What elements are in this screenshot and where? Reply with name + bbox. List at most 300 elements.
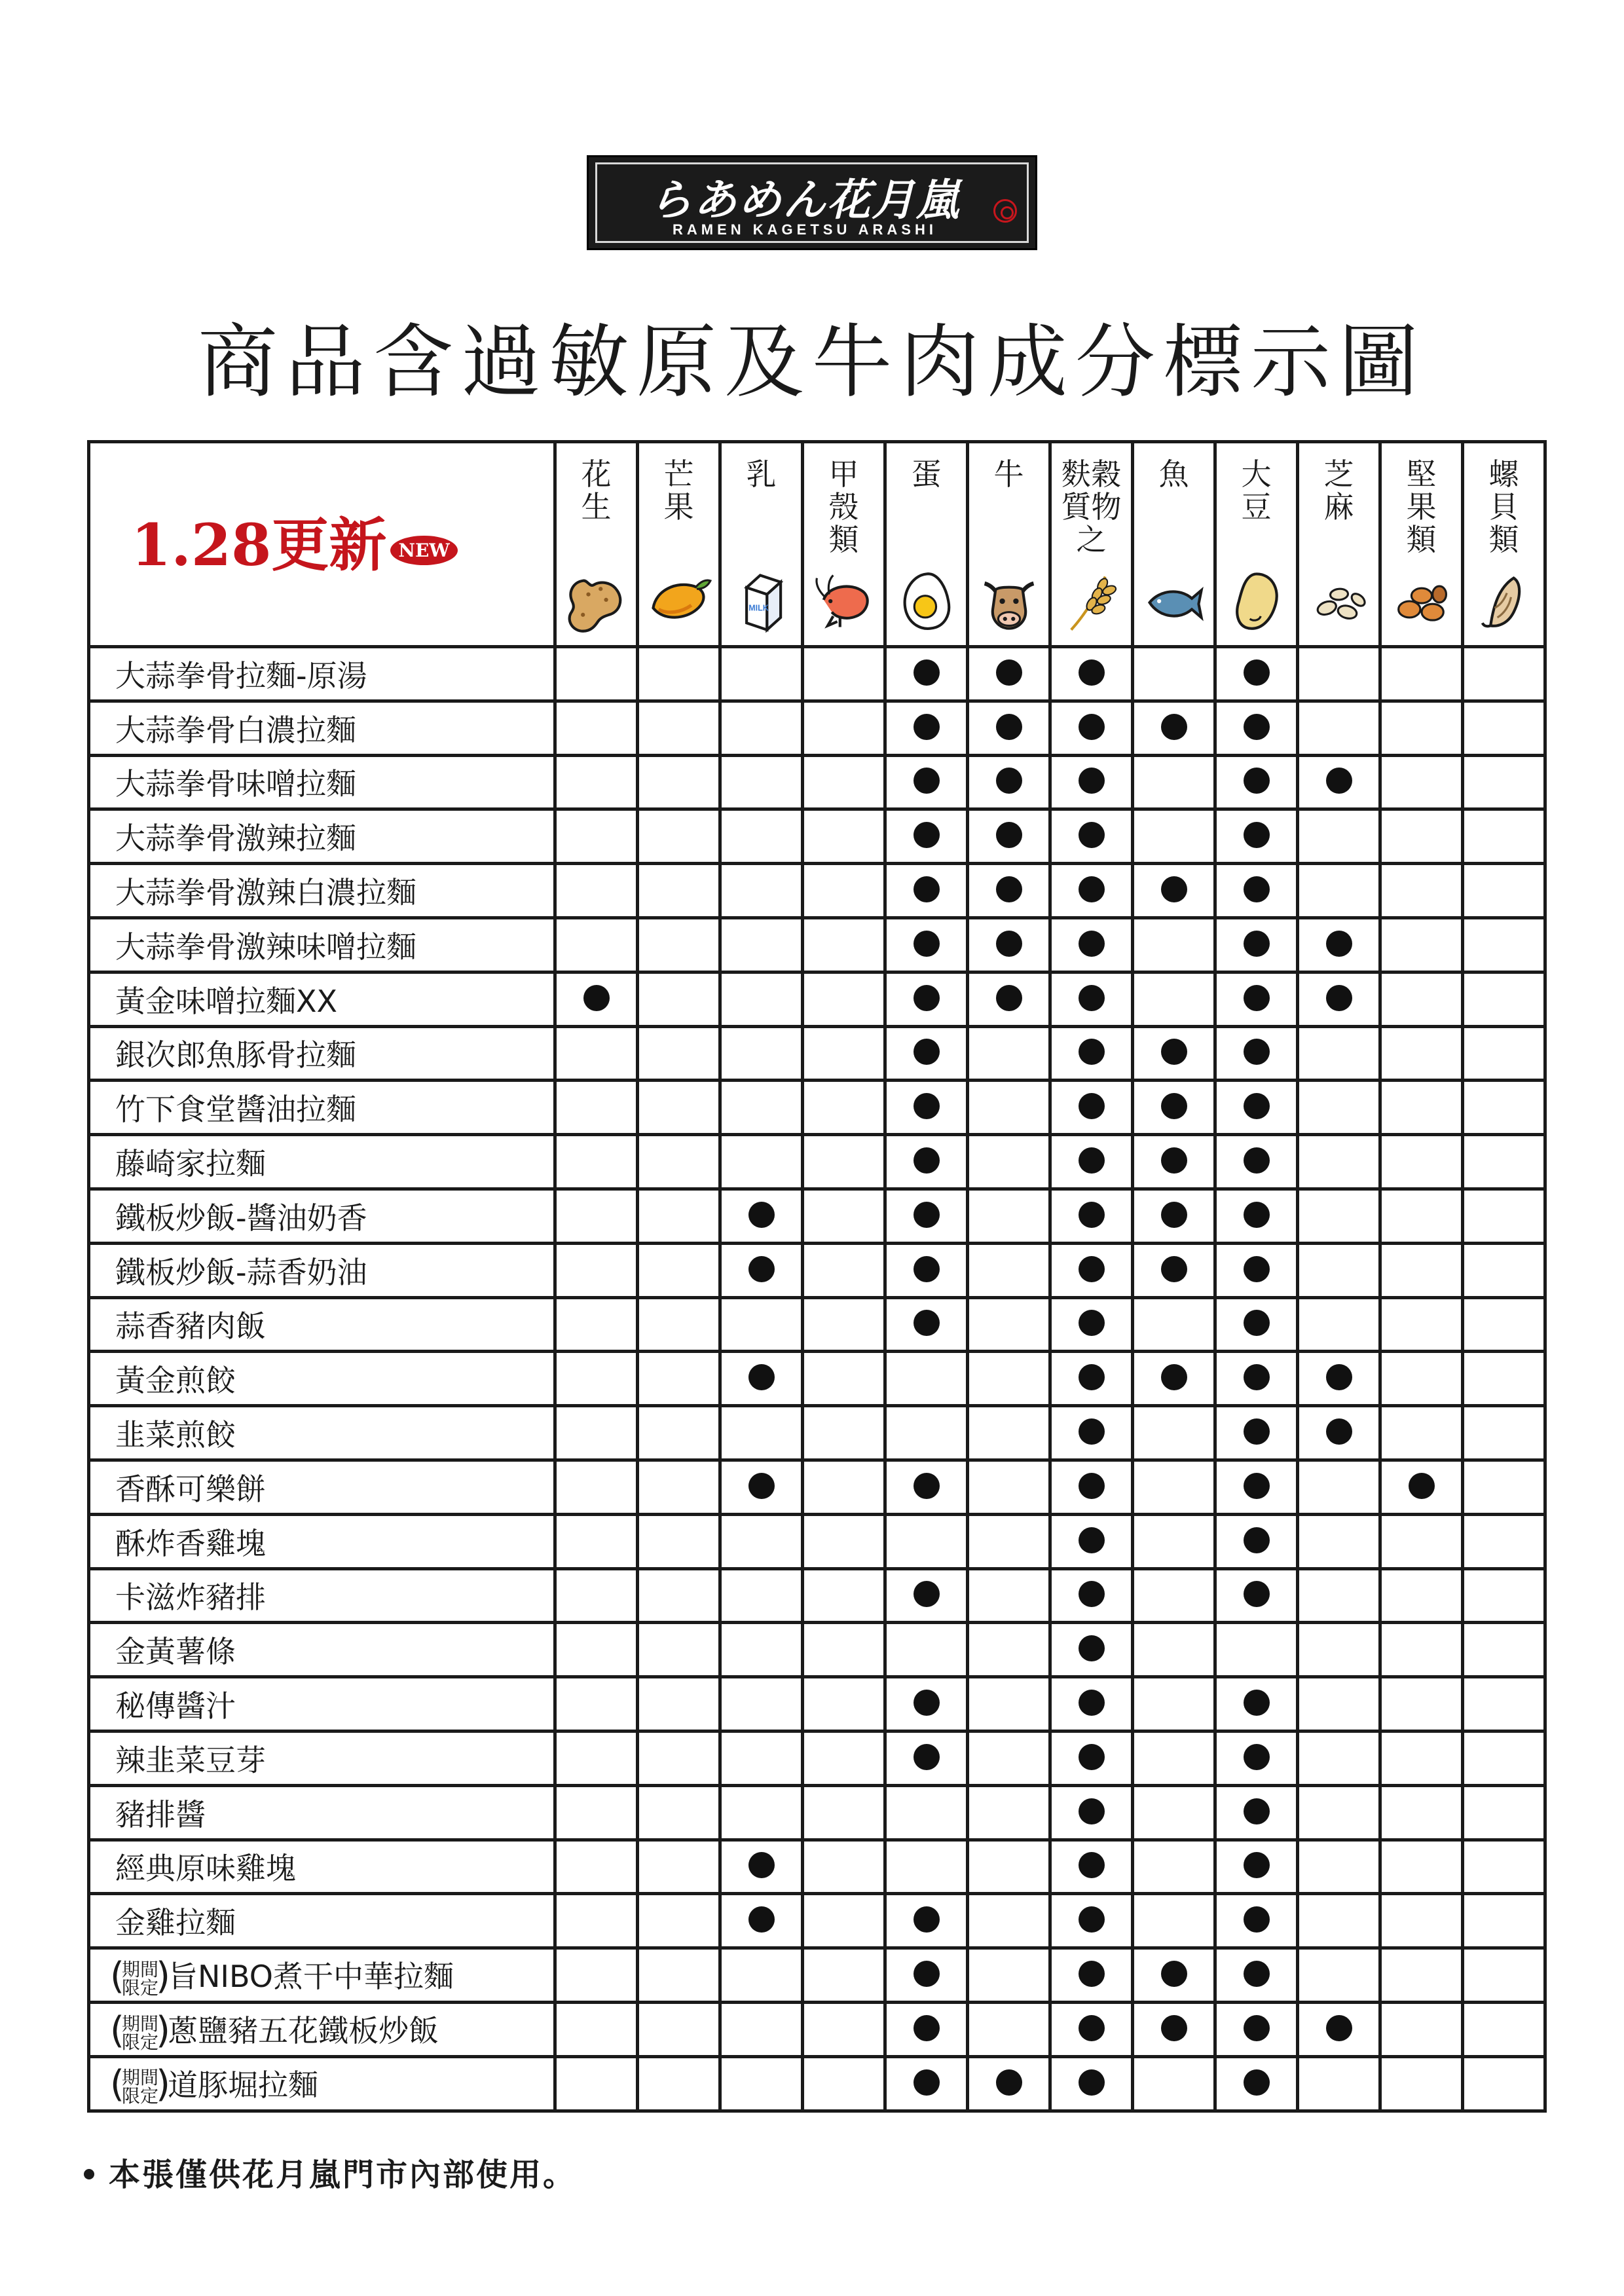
mark-cell: [720, 1677, 803, 1731]
contains-dot-icon: [1161, 1202, 1187, 1228]
allergen-name-line: 麻: [1323, 489, 1354, 525]
contains-dot-icon: [913, 1202, 940, 1228]
mark-cell: [1380, 1243, 1463, 1297]
contains-dot-icon: [1326, 1364, 1352, 1390]
mark-cell: [803, 1948, 885, 2003]
mark-cell: [638, 647, 720, 701]
contains-dot-icon: [1079, 659, 1105, 686]
table-row: [89, 864, 1545, 918]
mark-cell: [720, 1352, 803, 1406]
mark-cell: [638, 1135, 720, 1189]
allergen-name-line: 豆: [1241, 489, 1272, 525]
mark-cell: [720, 701, 803, 755]
mark-cell: [720, 1081, 803, 1135]
mark-cell: [1050, 1135, 1133, 1189]
mark-cell: [885, 1189, 968, 1243]
mark-cell: [803, 2002, 885, 2056]
mark-cell: [720, 1840, 803, 1894]
mark-cell: [1133, 1243, 1215, 1297]
contains-dot-icon: [1244, 1690, 1270, 1716]
mark-cell: [555, 809, 638, 864]
mark-cell: [1215, 809, 1298, 864]
mark-cell: [968, 1406, 1050, 1460]
mark-cell: [720, 972, 803, 1026]
mark-cell: [720, 1189, 803, 1243]
table-row: [89, 1677, 1545, 1731]
contains-dot-icon: [1161, 1364, 1187, 1390]
update-label: [90, 500, 458, 582]
mark-cell: [638, 864, 720, 918]
mark-cell: [1133, 1514, 1215, 1568]
item-name: 經典原味雞塊: [115, 1851, 296, 1887]
contains-dot-icon: [913, 1961, 940, 1987]
contains-dot-icon: [748, 1364, 775, 1390]
allergen-name-line: 類: [828, 522, 859, 557]
mark-cell: [885, 1243, 968, 1297]
mark-cell: [1133, 2002, 1215, 2056]
mark-cell: [1298, 1894, 1380, 1948]
mark-cell: [803, 2056, 885, 2111]
allergen-name: [1299, 443, 1378, 523]
mark-cell: [1215, 701, 1298, 755]
item-name-cell: [89, 1135, 555, 1189]
mark-cell: [720, 1948, 803, 2003]
mark-cell: [1133, 2056, 1215, 2111]
mark-cell: [555, 1081, 638, 1135]
mark-cell: [1215, 1352, 1298, 1406]
contains-dot-icon: [1244, 985, 1270, 1011]
allergen-header-cow: [968, 442, 1050, 647]
mark-cell: [1298, 1568, 1380, 1623]
mark-cell: [803, 1352, 885, 1406]
mark-cell: [968, 1948, 1050, 2003]
mark-cell: [968, 1840, 1050, 1894]
mark-cell: [638, 1352, 720, 1406]
allergen-name-line: 類: [1406, 522, 1437, 557]
mark-cell: [1050, 972, 1133, 1026]
mark-cell: [1133, 1460, 1215, 1514]
mark-cell: [1215, 1081, 1298, 1135]
table-row: [89, 1243, 1545, 1297]
mark-cell: [720, 647, 803, 701]
item-name: 卡滋炸豬排: [115, 1580, 266, 1616]
contains-dot-icon: [1244, 876, 1270, 902]
contains-dot-icon: [913, 1093, 940, 1119]
mark-cell: [968, 1026, 1050, 1081]
table-row: [89, 701, 1545, 755]
item-name: 大蒜拳骨味噌拉麵: [115, 766, 356, 802]
mark-cell: [1215, 917, 1298, 972]
mark-cell: [638, 1948, 720, 2003]
mark-cell: [1298, 647, 1380, 701]
table-row: [89, 1840, 1545, 1894]
mark-cell: [1050, 1406, 1133, 1460]
contains-dot-icon: [1079, 1852, 1105, 1878]
mark-cell: [1298, 864, 1380, 918]
mark-cell: [555, 755, 638, 809]
mark-cell: [1298, 1677, 1380, 1731]
mark-cell: [1380, 2002, 1463, 2056]
item-name: 道豚堀拉麵: [168, 2067, 319, 2103]
mark-cell: [720, 2002, 803, 2056]
mark-cell: [1463, 647, 1545, 701]
logo-seal-icon: [993, 199, 1017, 223]
mark-cell: [1050, 1948, 1133, 2003]
mark-cell: [1133, 1568, 1215, 1623]
mark-cell: [1463, 1460, 1545, 1514]
mark-cell: [1215, 1297, 1298, 1352]
allergen-name: [1134, 443, 1213, 491]
contains-dot-icon: [1079, 1473, 1105, 1499]
contains-dot-icon: [1079, 714, 1105, 740]
mark-cell: [1380, 1623, 1463, 1677]
contains-dot-icon: [1079, 1690, 1105, 1716]
mark-cell: [555, 1352, 638, 1406]
mark-cell: [720, 1243, 803, 1297]
allergen-name-line: 螺: [1488, 456, 1519, 492]
table-row: [89, 755, 1545, 809]
mark-cell: [1380, 1189, 1463, 1243]
mark-cell: [1215, 1189, 1298, 1243]
mark-cell: [1215, 1731, 1298, 1785]
mark-cell: [1050, 1514, 1133, 1568]
mark-cell: [968, 1623, 1050, 1677]
mark-cell: [638, 917, 720, 972]
mark-cell: [968, 1135, 1050, 1189]
mark-cell: [1050, 1840, 1133, 1894]
mark-cell: [720, 1297, 803, 1352]
mark-cell: [1215, 1623, 1298, 1677]
mark-cell: [638, 701, 720, 755]
item-name-cell: [89, 1894, 555, 1948]
item-name: 大蒜拳骨白濃拉麵: [115, 712, 356, 748]
contains-dot-icon: [748, 1202, 775, 1228]
item-name: 大蒜拳骨激辣拉麵: [115, 821, 356, 857]
allergen-header-soybean: [1215, 442, 1298, 647]
mark-cell: [720, 1406, 803, 1460]
mark-cell: [1133, 1894, 1215, 1948]
contains-dot-icon: [1244, 2015, 1270, 2041]
mark-cell: [555, 1623, 638, 1677]
allergen-name-line: 芝: [1323, 456, 1354, 492]
mark-cell: [1380, 809, 1463, 864]
contains-dot-icon: [1079, 1147, 1105, 1174]
svg-text:MILK: MILK: [748, 603, 769, 613]
mark-cell: [1463, 1297, 1545, 1352]
contains-dot-icon: [1326, 768, 1352, 794]
mark-cell: [885, 701, 968, 755]
contains-dot-icon: [1244, 1310, 1270, 1336]
item-name: 黃金味噌拉麵XX: [115, 983, 338, 1019]
contains-dot-icon: [913, 1039, 940, 1065]
contains-dot-icon: [1161, 1961, 1187, 1987]
contains-dot-icon: [1079, 1202, 1105, 1228]
contains-dot-icon: [1079, 768, 1105, 794]
mark-cell: [1215, 1948, 1298, 2003]
contains-dot-icon: [1079, 1581, 1105, 1607]
item-name-cell: [89, 1297, 555, 1352]
item-name: 蒜香豬肉飯: [115, 1308, 266, 1344]
mark-cell: [1380, 1514, 1463, 1568]
allergen-header-fish: [1133, 442, 1215, 647]
shell-icon: [1464, 565, 1543, 637]
mark-cell: [968, 647, 1050, 701]
mark-cell: [1133, 1406, 1215, 1460]
mark-cell: [1215, 1243, 1298, 1297]
mark-cell: [968, 755, 1050, 809]
contains-dot-icon: [1244, 1798, 1270, 1824]
allergen-name: [722, 443, 801, 491]
mark-cell: [555, 1840, 638, 1894]
allergen-header-wheat: [1050, 442, 1133, 647]
mark-cell: [1215, 1460, 1298, 1514]
item-name-cell: [89, 1785, 555, 1840]
mark-cell: [1380, 864, 1463, 918]
table-row: [89, 1460, 1545, 1514]
table-row: [89, 1026, 1545, 1081]
allergen-name: [969, 443, 1048, 491]
mark-cell: [968, 1677, 1050, 1731]
mark-cell: [555, 1785, 638, 1840]
mark-cell: [1380, 1785, 1463, 1840]
mark-cell: [1133, 1135, 1215, 1189]
mark-cell: [803, 1731, 885, 1785]
mark-cell: [1380, 1460, 1463, 1514]
allergen-name-line: 魚: [1158, 456, 1189, 492]
allergen-name-line: 質物: [1061, 489, 1122, 525]
allergen-header-shrimp: [803, 442, 885, 647]
contains-dot-icon: [748, 1256, 775, 1282]
mark-cell: [803, 972, 885, 1026]
mark-cell: [1298, 1840, 1380, 1894]
allergen-name-line: 果: [1406, 489, 1437, 525]
mark-cell: [1215, 864, 1298, 918]
mark-cell: [1463, 2002, 1545, 2056]
contains-dot-icon: [1079, 1364, 1105, 1390]
item-name-cell: [89, 917, 555, 972]
mark-cell: [638, 1460, 720, 1514]
mark-cell: [1298, 972, 1380, 1026]
mark-cell: [885, 1514, 968, 1568]
mark-cell: [1298, 1948, 1380, 2003]
mark-cell: [638, 755, 720, 809]
logo-english-text: RAMEN KAGETSU ARASHI: [673, 221, 937, 238]
mark-cell: [1298, 1297, 1380, 1352]
mark-cell: [885, 1460, 968, 1514]
mark-cell: [1133, 1948, 1215, 2003]
contains-dot-icon: [748, 1906, 775, 1933]
mark-cell: [968, 1352, 1050, 1406]
contains-dot-icon: [1244, 1906, 1270, 1933]
mark-cell: [1050, 2056, 1133, 2111]
mark-cell: [968, 701, 1050, 755]
mark-cell: [1298, 1135, 1380, 1189]
mark-cell: [720, 755, 803, 809]
item-name: 大蒜拳骨拉麵-原湯: [115, 657, 367, 694]
contains-dot-icon: [1161, 714, 1187, 740]
table-row: [89, 1135, 1545, 1189]
item-name: 金黃薯條: [115, 1634, 236, 1670]
mark-cell: [803, 809, 885, 864]
mark-cell: [1050, 1785, 1133, 1840]
allergen-name-line: 芒: [663, 456, 694, 492]
mark-cell: [1050, 701, 1133, 755]
contains-dot-icon: [913, 931, 940, 957]
contains-dot-icon: [1079, 1256, 1105, 1282]
mark-cell: [1298, 1785, 1380, 1840]
mark-cell: [1050, 1352, 1133, 1406]
mark-cell: [1463, 1785, 1545, 1840]
mark-cell: [1463, 1406, 1545, 1460]
mark-cell: [1463, 1514, 1545, 1568]
mark-cell: [1215, 647, 1298, 701]
allergen-name-line: 果: [663, 489, 694, 525]
mark-cell: [1050, 1297, 1133, 1352]
item-name-cell: [89, 1731, 555, 1785]
contains-dot-icon: [1244, 1527, 1270, 1553]
item-name: 豬排醬: [115, 1796, 206, 1832]
limited-time-tag: [115, 2069, 165, 2105]
mark-cell: [1463, 864, 1545, 918]
mark-cell: [1298, 1406, 1380, 1460]
table-row: [89, 1623, 1545, 1677]
allergen-name: [639, 443, 718, 523]
mark-cell: [885, 1731, 968, 1785]
mark-cell: [1050, 2002, 1133, 2056]
mark-cell: [555, 972, 638, 1026]
mark-cell: [638, 1514, 720, 1568]
mark-cell: [1133, 1785, 1215, 1840]
mark-cell: [885, 1297, 968, 1352]
mark-cell: [638, 2002, 720, 2056]
mark-cell: [803, 864, 885, 918]
mark-cell: [885, 972, 968, 1026]
mark-cell: [555, 1135, 638, 1189]
contains-dot-icon: [1244, 1093, 1270, 1119]
mark-cell: [1380, 1297, 1463, 1352]
mark-cell: [885, 1568, 968, 1623]
contains-dot-icon: [913, 659, 940, 686]
mark-cell: [1215, 755, 1298, 809]
mark-cell: [555, 647, 638, 701]
mark-cell: [885, 1840, 968, 1894]
egg-icon: [887, 565, 966, 637]
table-row: [89, 2056, 1545, 2111]
mark-cell: [1050, 1189, 1133, 1243]
table-row: [89, 1297, 1545, 1352]
peanut-icon: [557, 565, 636, 637]
contains-dot-icon: [1161, 1039, 1187, 1065]
mark-cell: [1463, 1731, 1545, 1785]
mark-cell: [968, 1243, 1050, 1297]
contains-dot-icon: [1079, 1418, 1105, 1445]
mark-cell: [1380, 1568, 1463, 1623]
mark-cell: [1463, 1677, 1545, 1731]
item-name-cell: [89, 1352, 555, 1406]
table-row: [89, 1406, 1545, 1460]
item-name-cell: [89, 1677, 555, 1731]
mark-cell: [885, 1026, 968, 1081]
contains-dot-icon: [1079, 1961, 1105, 1987]
item-name: 金雞拉麵: [115, 1905, 236, 1941]
milk-carton-icon: [722, 565, 801, 637]
mark-cell: [638, 1081, 720, 1135]
mark-cell: [968, 1514, 1050, 1568]
item-name-cell: [89, 809, 555, 864]
contains-dot-icon: [1079, 876, 1105, 902]
mark-cell: [1298, 755, 1380, 809]
mark-cell: [1380, 755, 1463, 809]
mark-cell: [1298, 1243, 1380, 1297]
mark-cell: [1380, 701, 1463, 755]
contains-dot-icon: [1244, 1202, 1270, 1228]
contains-dot-icon: [913, 1473, 940, 1499]
allergen-header-egg: [885, 442, 968, 647]
mark-cell: [803, 1081, 885, 1135]
mark-cell: [720, 1460, 803, 1514]
mark-cell: [638, 1785, 720, 1840]
mark-cell: [1463, 1189, 1545, 1243]
contains-dot-icon: [1244, 1039, 1270, 1065]
table-row: [89, 647, 1545, 701]
mark-cell: [803, 1623, 885, 1677]
mark-cell: [1215, 1406, 1298, 1460]
mark-cell: [1215, 1840, 1298, 1894]
contains-dot-icon: [1161, 876, 1187, 902]
item-name-cell: [89, 1460, 555, 1514]
mark-cell: [885, 1081, 968, 1135]
update-cell: [89, 442, 555, 647]
mark-cell: [1380, 1081, 1463, 1135]
mark-cell: [968, 1297, 1050, 1352]
item-name: 鐵板炒飯-蒜香奶油: [115, 1254, 367, 1290]
mark-cell: [1380, 1894, 1463, 1948]
allergen-name-line: 貝: [1488, 489, 1519, 525]
mark-cell: [885, 809, 968, 864]
contains-dot-icon: [913, 876, 940, 902]
allergen-header-peanut: [555, 442, 638, 647]
mark-cell: [638, 1623, 720, 1677]
table-row: [89, 1081, 1545, 1135]
wheat-icon: [1052, 565, 1131, 637]
mark-cell: [968, 917, 1050, 972]
contains-dot-icon: [996, 768, 1022, 794]
item-name: 鐵板炒飯-醬油奶香: [115, 1200, 367, 1236]
mark-cell: [1050, 1026, 1133, 1081]
mark-cell: [720, 1568, 803, 1623]
contains-dot-icon: [1244, 714, 1270, 740]
contains-dot-icon: [1079, 1744, 1105, 1770]
mark-cell: [638, 2056, 720, 2111]
allergen-name-line: 花: [581, 456, 612, 492]
mark-cell: [1133, 647, 1215, 701]
mark-cell: [1380, 1948, 1463, 2003]
mark-cell: [555, 1406, 638, 1460]
mark-cell: [1298, 809, 1380, 864]
mark-cell: [803, 1785, 885, 1840]
contains-dot-icon: [1244, 1961, 1270, 1987]
item-name: 韭菜煎餃: [115, 1417, 236, 1453]
allergen-header-mango: [638, 442, 720, 647]
contains-dot-icon: [913, 1744, 940, 1770]
mark-cell: [1215, 1514, 1298, 1568]
contains-dot-icon: [913, 822, 940, 848]
mark-cell: [885, 1352, 968, 1406]
mark-cell: [885, 1135, 968, 1189]
item-name: 蔥鹽豬五花鐵板炒飯: [168, 2013, 439, 2049]
contains-dot-icon: [1244, 1581, 1270, 1607]
mark-cell: [1380, 1135, 1463, 1189]
